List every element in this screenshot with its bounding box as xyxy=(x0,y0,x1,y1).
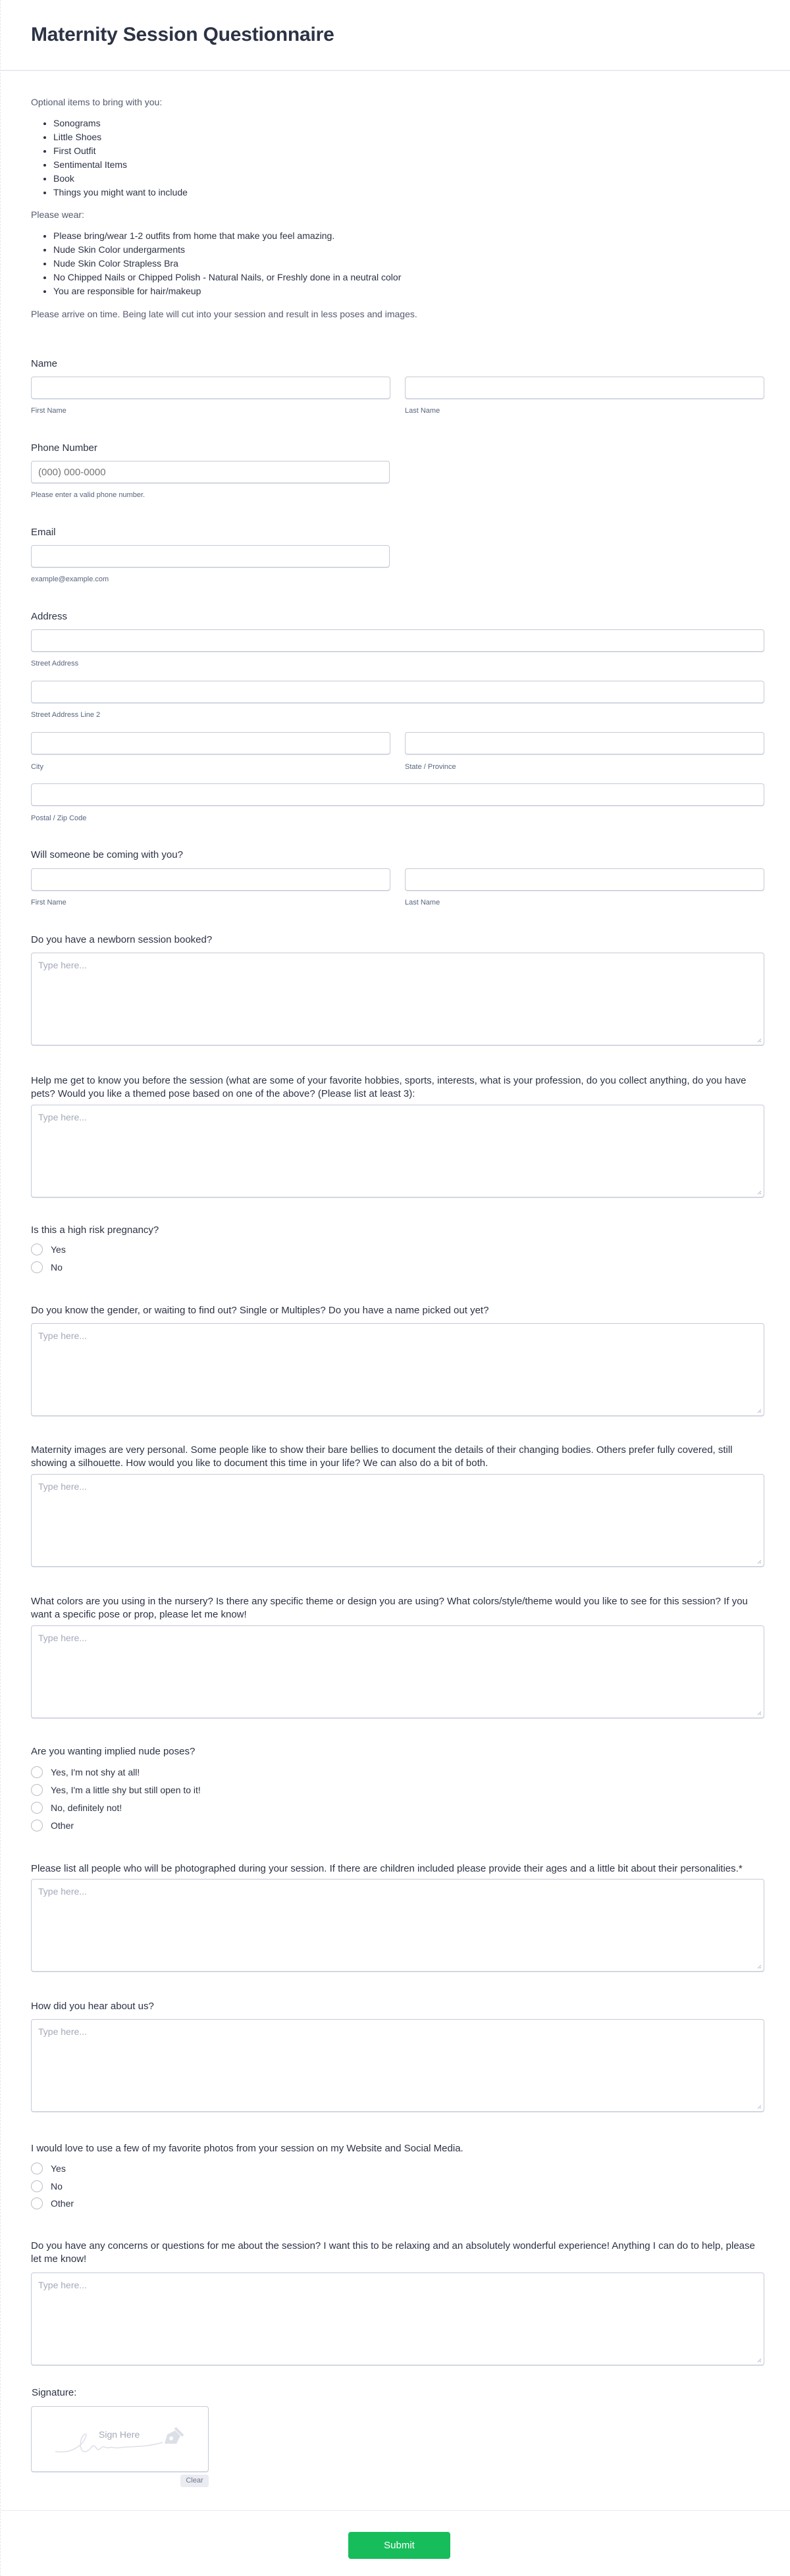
social-media-option-other[interactable]: Other xyxy=(31,2197,74,2210)
radio-button[interactable] xyxy=(31,1261,43,1273)
list-item: • Sentimental Items xyxy=(53,158,492,172)
zip-sublabel: Postal / Zip Code xyxy=(31,814,87,822)
list-item: • No Chipped Nails or Chipped Polish - Natural Nails, or Freshly done in a neutral color xyxy=(53,271,558,284)
list-item: • Nude Skin Color undergarments xyxy=(53,243,558,257)
implied-nude-option-other[interactable]: Other xyxy=(31,1819,74,1832)
radio-button[interactable] xyxy=(31,1820,43,1831)
hear-about-label: How did you hear about us? xyxy=(31,2001,154,2012)
resize-handle-icon[interactable] xyxy=(756,1964,762,1969)
state-sublabel: State / Province xyxy=(405,763,456,771)
list-item: • First Outfit xyxy=(53,144,492,158)
companion-label: Will someone be coming with you? xyxy=(31,849,183,860)
gender-textarea[interactable] xyxy=(31,1323,764,1416)
companion-first-sublabel: First Name xyxy=(31,899,66,907)
wear-heading: Please wear: xyxy=(31,209,84,220)
wear-items-list xyxy=(31,229,558,298)
companion-last-sublabel: Last Name xyxy=(405,899,440,907)
social-media-label: I would love to use a few of my favorite photos from your session on my Website and Social Media. xyxy=(31,2143,463,2154)
resize-handle-icon[interactable] xyxy=(756,1408,762,1413)
email-label: Email xyxy=(31,527,56,538)
resize-handle-icon[interactable] xyxy=(756,2357,762,2363)
resize-handle-icon[interactable] xyxy=(756,1190,762,1195)
form-title: Maternity Session Questionnaire xyxy=(31,24,334,45)
first-name-input[interactable] xyxy=(31,377,390,399)
get-to-know-label: Help me get to know you before the session (what are some of your favorite hobbies, sports, interests, what is your profession, do you collect anything, do you have pets? Would you like a themed pose based on one of the above? (Please list at least 3): xyxy=(31,1075,747,1099)
email-sublabel: example@example.com xyxy=(31,575,109,583)
personal-label: Maternity images are very personal. Some people like to show their bare bellies to document the details of their changing bodies. Others prefer fully covered, still showing a silhouette. How would you like to document this time in your life? We can also do a bit of both. xyxy=(31,1444,733,1469)
list-item: • You are responsible for hair/makeup xyxy=(53,284,558,298)
gender-label: Do you know the gender, or waiting to find out? Single or Multiples? Do you have a name picked out yet? xyxy=(31,1305,489,1316)
list-item: • Sonograms xyxy=(53,117,492,130)
address-label: Address xyxy=(31,611,68,622)
required-mark: * xyxy=(738,1863,743,1874)
last-name-input[interactable] xyxy=(405,377,764,399)
textarea-placeholder: Type here... xyxy=(38,1481,87,1492)
first-name-sublabel: First Name xyxy=(31,407,66,415)
zip-input[interactable] xyxy=(31,783,764,806)
textarea-placeholder: Type here... xyxy=(38,1330,87,1341)
resize-handle-icon[interactable] xyxy=(756,1710,762,1716)
companion-first-name-input[interactable] xyxy=(31,868,390,891)
street-address-line2-sublabel: Street Address Line 2 xyxy=(31,711,101,719)
radio-button[interactable] xyxy=(31,1784,43,1796)
city-sublabel: City xyxy=(31,763,43,771)
textarea-placeholder: Type here... xyxy=(38,2026,87,2037)
footer-divider xyxy=(1,2510,790,2511)
concerns-label: Do you have any concerns or questions for me about the session? I want this to be relaxing and an absolutely wonderful experience! Anything I can do to help, please let me know! xyxy=(31,2240,755,2265)
street-address-sublabel: Street Address xyxy=(31,660,79,668)
street-address-line2-input[interactable] xyxy=(31,681,764,703)
list-item: • Nude Skin Color Strapless Bra xyxy=(53,257,558,271)
phone-input[interactable] xyxy=(31,461,390,483)
implied-nude-label: Are you wanting implied nude poses? xyxy=(31,1746,196,1757)
textarea-placeholder: Type here... xyxy=(38,1633,87,1643)
implied-nude-option-2[interactable]: Yes, I'm a little shy but still open to it! xyxy=(31,1783,201,1797)
high-risk-option-no[interactable]: No xyxy=(31,1261,63,1274)
nursery-label: What colors are you using in the nursery? Is there any specific theme or design you are using? What colors/style/theme would you like to see for this session? If you want a specific pose or prop, please let me know! xyxy=(31,1596,748,1620)
textarea-placeholder: Type here... xyxy=(38,2280,87,2290)
last-name-sublabel: Last Name xyxy=(405,407,440,415)
companion-last-name-input[interactable] xyxy=(405,868,764,891)
get-to-know-textarea[interactable] xyxy=(31,1105,764,1197)
resize-handle-icon[interactable] xyxy=(756,1038,762,1043)
textarea-placeholder: Type here... xyxy=(38,960,87,970)
people-label: Please list all people who will be photographed during your session. If there are children included please provide their ages and a little bit about their personalities.* xyxy=(31,1863,743,1874)
arrive-note: Please arrive on time. Being late will cut into your session and result in less poses and images. xyxy=(31,309,417,319)
city-input[interactable] xyxy=(31,732,390,754)
radio-button[interactable] xyxy=(31,2180,43,2192)
submit-button[interactable]: Submit xyxy=(348,2532,450,2559)
high-risk-option-yes[interactable]: Yes xyxy=(31,1243,66,1256)
clear-signature-button[interactable]: Clear xyxy=(180,2475,209,2487)
social-media-option-yes[interactable]: Yes xyxy=(31,2162,66,2175)
newborn-label: Do you have a newborn session booked? xyxy=(31,934,213,945)
personal-textarea[interactable] xyxy=(31,1474,764,1567)
list-item: • Little Shoes xyxy=(53,130,492,144)
signature-placeholder: Sign Here xyxy=(99,2429,140,2440)
social-media-option-no[interactable]: No xyxy=(31,2180,63,2193)
signature-pad[interactable] xyxy=(31,2406,209,2472)
radio-button[interactable] xyxy=(31,1802,43,1814)
form-header xyxy=(1,0,790,71)
list-item: • Please bring/wear 1-2 outfits from home that make you feel amazing. xyxy=(53,229,558,243)
optional-heading: Optional items to bring with you: xyxy=(31,97,163,107)
radio-button[interactable] xyxy=(31,1766,43,1778)
concerns-textarea[interactable] xyxy=(31,2273,764,2365)
nursery-textarea[interactable] xyxy=(31,1625,764,1718)
radio-button[interactable] xyxy=(31,2197,43,2209)
list-item: • Things you might want to include xyxy=(53,186,492,199)
resize-handle-icon[interactable] xyxy=(756,1559,762,1564)
optional-items-list xyxy=(31,117,492,199)
signature-label: Signature: xyxy=(32,2387,77,2398)
resize-handle-icon[interactable] xyxy=(756,2104,762,2109)
newborn-textarea[interactable] xyxy=(31,953,764,1045)
radio-button[interactable] xyxy=(31,1244,43,1255)
phone-label: Phone Number xyxy=(31,442,97,454)
phone-sublabel: Please enter a valid phone number. xyxy=(31,491,145,499)
textarea-placeholder: Type here... xyxy=(38,1886,87,1897)
implied-nude-option-1[interactable]: Yes, I'm not shy at all! xyxy=(31,1766,140,1779)
pen-nib-icon xyxy=(162,2427,184,2446)
state-input[interactable] xyxy=(405,732,764,754)
implied-nude-option-3[interactable]: No, definitely not! xyxy=(31,1801,122,1814)
street-address-input[interactable] xyxy=(31,629,764,652)
textarea-placeholder: Type here... xyxy=(38,1112,87,1122)
high-risk-label: Is this a high risk pregnancy? xyxy=(31,1224,159,1236)
radio-button[interactable] xyxy=(31,2163,43,2174)
hear-about-textarea[interactable] xyxy=(31,2019,764,2112)
list-item: • Book xyxy=(53,172,492,186)
email-input[interactable] xyxy=(31,545,390,567)
name-label: Name xyxy=(31,358,58,369)
people-textarea[interactable] xyxy=(31,1879,764,1972)
